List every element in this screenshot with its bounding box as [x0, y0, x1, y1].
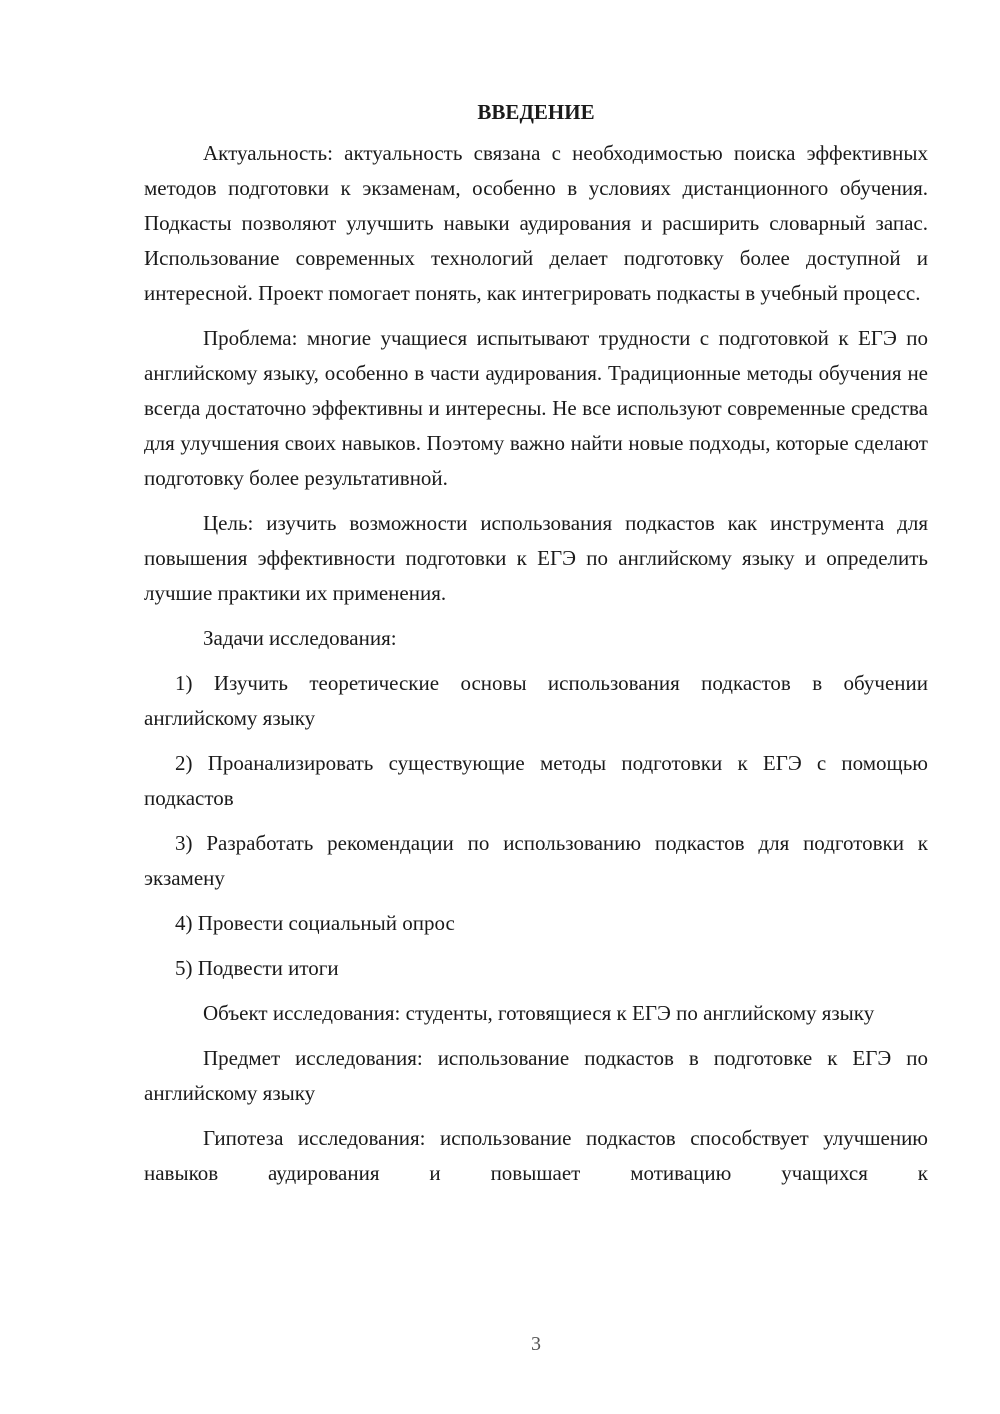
page-number: 3	[531, 1333, 541, 1355]
task-item-4: 4) Провести социальный опрос	[175, 911, 455, 935]
subject-paragraph: Предмет исследования: использование подкастов в подготовке к ЕГЭ по английскому языку	[144, 1046, 928, 1105]
relevance-paragraph: Актуальность: актуальность связана с необходимостью поиска эффективных методов подготовки к экзаменам, особенно в условиях дистанционного обучения. Подкасты позволяют улучшить навыки аудирования и расширить словарный запас. Использование современных технологий делает подготовку более доступной и интересной. Проект помогает понять, как интегрировать подкасты в учебный процесс.	[144, 141, 928, 305]
goal-paragraph: Цель: изучить возможности использования подкастов как инструмента для повышения эффективности подготовки к ЕГЭ по английскому языку и определить лучшие практики их применения.	[144, 511, 928, 605]
task-item-3: 3) Разработать рекомендации по использованию подкастов для подготовки к экзамену	[144, 831, 928, 890]
task-item-5: 5) Подвести итоги	[175, 956, 339, 980]
page-title: ВВЕДЕНИЕ	[477, 100, 595, 124]
task-item-2: 2) Проанализировать существующие методы подготовки к ЕГЭ с помощью подкастов	[144, 751, 928, 810]
tasks-title: Задачи исследования:	[203, 626, 397, 650]
task-item-1: 1) Изучить теоретические основы использования подкастов в обучении английскому языку	[144, 671, 928, 730]
page-content	[144, 96, 928, 1201]
problem-paragraph: Проблема: многие учащиеся испытывают трудности с подготовкой к ЕГЭ по английскому языку, особенно в части аудирования. Традиционные методы обучения не всегда достаточно эффективны и интересны. Не все используют современные средства для улучшения своих навыков. Поэтому важно найти новые подходы, которые сделают подготовку более результативной.	[144, 326, 928, 490]
object-paragraph: Объект исследования: студенты, готовящиеся к ЕГЭ по английскому языку	[203, 1001, 875, 1025]
hypothesis-paragraph: Гипотеза исследования: использование подкастов способствует улучшению навыков аудирования и повышает мотивацию учащихся к	[144, 1126, 928, 1185]
